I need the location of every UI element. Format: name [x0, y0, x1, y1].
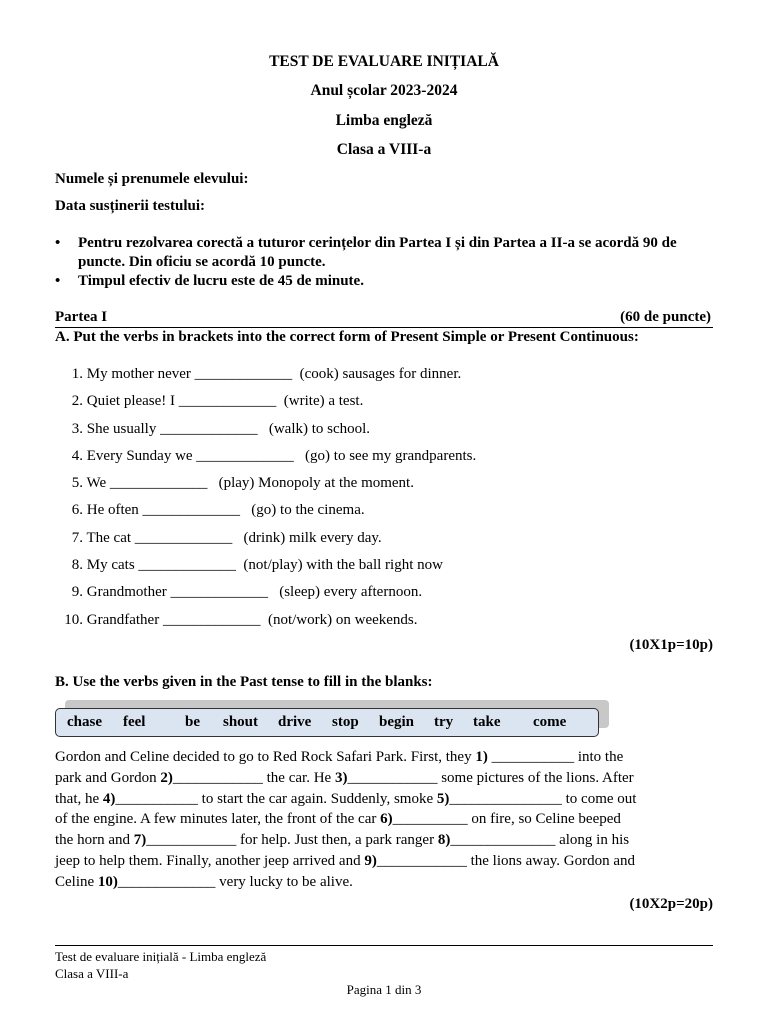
section-a-instruction: A. Put the verbs in brackets into the correct form of Present Simple or Present Continuous:	[55, 329, 639, 345]
part-header	[55, 309, 713, 328]
item-number: 4.	[71, 447, 83, 464]
exercise-item	[55, 555, 476, 582]
item-text: We _____________ (play) Monopoly at the moment.	[86, 475, 414, 492]
story-line: Celine 10)_____________ very lucky to be alive.	[55, 873, 353, 890]
page-number: Pagina 1 din 3	[346, 982, 422, 997]
item-number: 7.	[71, 529, 83, 546]
item-text: Grandmother _____________ (sleep) every afternoon.	[86, 584, 423, 601]
blank-number: 6)	[380, 811, 393, 828]
subject: Limba engleză	[335, 112, 433, 129]
school-year: Anul școlar 2023-2024	[310, 82, 458, 99]
exercise-item	[55, 391, 476, 418]
exercise-item	[55, 446, 476, 473]
item-number: 9.	[71, 584, 83, 601]
section-b-instruction: B. Use the verbs given in the Past tense to fill in the blanks:	[55, 674, 433, 690]
blank-number: 8)	[437, 832, 451, 849]
document-title: TEST DE EVALUARE INIȚIALĂ	[269, 53, 499, 70]
blank-number: 2)	[160, 769, 173, 786]
blank-number: 4)	[102, 790, 116, 807]
section-a-score: (10X1p=10p)	[629, 637, 713, 653]
grade: Clasa a VIII-a	[336, 141, 432, 158]
item-text: Every Sunday we _____________ (go) to see my grandparents.	[86, 447, 477, 464]
story-line: Gordon and Celine decided to go to Red Rock Safari Park. First, they 1) ___________ into the	[55, 749, 624, 765]
footer-grade: Clasa a VIII-a	[55, 966, 129, 981]
part-label: Partea I	[55, 309, 108, 325]
word-bank-item: try	[434, 714, 454, 730]
exercise-item	[55, 610, 476, 637]
item-number: 8.	[71, 557, 83, 574]
item-number: 3.	[71, 420, 83, 437]
blank-number: 5)	[436, 790, 450, 807]
item-number: 6.	[71, 502, 83, 519]
test-date-label: Data susținerii testului:	[55, 198, 205, 214]
word-bank-item: begin	[379, 714, 415, 730]
exercise-item	[55, 419, 476, 446]
blank-number: 3)	[334, 769, 348, 786]
instruction-item: • Pentru rezolvarea corectă a tuturor cerințelor din Partea I și din Partea a II-a se acordă 90 de puncte. Din oficiu se acordă 10 puncte.	[55, 234, 715, 272]
footer-divider	[55, 945, 713, 946]
blank-number: 10)	[97, 873, 118, 890]
footer-test-name: Test de evaluare inițială - Limba engleză	[55, 949, 267, 964]
exercise-item	[55, 500, 476, 527]
word-bank-item: take	[473, 714, 501, 730]
part-points: (60 de puncte)	[620, 309, 711, 325]
item-text: My mother never _____________ (cook) sausages for dinner.	[86, 366, 462, 382]
item-number: 5.	[71, 475, 83, 492]
word-bank-item: come	[533, 714, 567, 730]
word-bank-item: drive	[278, 714, 312, 730]
instructions-list	[55, 234, 715, 291]
item-text: Grandfather _____________ (not/work) on weekends.	[86, 611, 418, 628]
item-number: 1.	[71, 366, 83, 382]
item-text: He often _____________ (go) to the cinema.	[86, 502, 365, 519]
item-text: She usually _____________ (walk) to school.	[86, 420, 371, 437]
item-text: My cats _____________ (not/play) with the ball right now	[86, 557, 443, 574]
word-bank-item: be	[185, 714, 200, 730]
item-number: 10.	[64, 611, 83, 628]
story-line: of the engine. A few minutes later, the front of the car 6)__________ on fire, so Celine beeped	[55, 811, 621, 828]
instruction-item: • Timpul efectiv de lucru este de 45 de minute.	[55, 272, 715, 291]
blank-number: 7)	[133, 832, 147, 849]
story-line: that, he 4)___________ to start the car again. Suddenly, smoke 5)_______________ to come out	[55, 790, 637, 807]
exercise-item	[55, 364, 476, 391]
word-bank	[55, 708, 599, 737]
story-line: jeep to help them. Finally, another jeep arrived and 9)____________ the lions away. Gordon and	[55, 852, 636, 869]
blank-number: 9)	[364, 852, 377, 869]
blank-number: 1)	[475, 749, 488, 765]
story-line: park and Gordon 2)____________ the car. He 3)____________ some pictures of the lions. After	[55, 769, 634, 786]
word-bank-item: shout	[223, 714, 259, 730]
word-bank-item: stop	[332, 714, 359, 730]
exercise-item	[55, 528, 476, 555]
word-bank-item: chase	[67, 714, 102, 730]
exercise-item	[55, 582, 476, 609]
item-text: The cat _____________ (drink) milk every day.	[86, 529, 382, 546]
exercise-a-list	[55, 364, 476, 637]
exercise-item	[55, 473, 476, 500]
item-number: 2.	[71, 393, 83, 410]
story-line: the horn and 7)____________ for help. Just then, a park ranger 8)______________ along in his	[55, 832, 630, 849]
section-b-score: (10X2p=20p)	[629, 896, 713, 912]
student-name-label: Numele și prenumele elevului:	[55, 171, 249, 187]
story-paragraph	[55, 747, 715, 893]
item-text: Quiet please! I _____________ (write) a test.	[86, 393, 364, 410]
word-bank-item: feel	[123, 714, 146, 730]
